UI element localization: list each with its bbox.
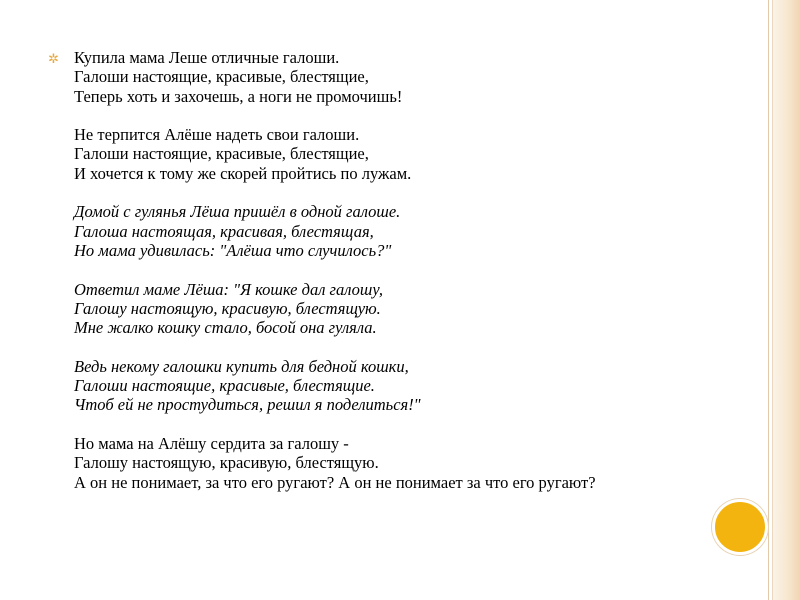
poem-line: Но мама удивилась: "Алёша что случилось?" xyxy=(74,240,392,260)
slide-border-line xyxy=(768,0,769,600)
poem-line: Галошу настоящую, красивую, блестящую. xyxy=(74,298,381,318)
poem-line: Галоши настоящие, красивые, блестящие, xyxy=(74,144,369,164)
poem-line: А он не понимает, за что его ругают? А он не понимает за что его ругают? xyxy=(74,472,596,492)
stanza xyxy=(74,434,704,492)
decorative-circle xyxy=(712,499,768,555)
stanza xyxy=(74,357,704,415)
stanza xyxy=(74,125,704,183)
poem-line: Галоша настоящая, красивая, блестящая, xyxy=(74,221,374,241)
stanza-gap xyxy=(74,260,704,279)
poem-line: Галоши настоящие, красивые, блестящие, xyxy=(74,67,369,87)
poem-line: Купила мама Леше отличные галоши. xyxy=(74,48,340,67)
bullet-icon: ✲ xyxy=(48,51,59,66)
poem-line: Теперь хоть и захочешь, а ноги не промочишь! xyxy=(74,86,403,106)
poem-line: Галоши настоящие, красивые, блестящие. xyxy=(74,376,375,396)
poem-text xyxy=(74,48,704,492)
poem-line: Ведь некому галошки купить для бедной кошки, xyxy=(74,356,409,376)
poem-line: Ответил маме Лёша: "Я кошке дал галошу, xyxy=(74,279,383,299)
stanza xyxy=(74,48,704,106)
poem-line: Чтоб ей не простудиться, решил я поделиться!" xyxy=(74,395,421,415)
poem-line: Домой с гулянья Лёша пришёл в одной галоше. xyxy=(74,202,401,222)
poem-line: И хочется к тому же скорей пройтись по лужам. xyxy=(74,163,412,183)
poem-line: Мне жалко кошку стало, босой она гуляла. xyxy=(74,318,377,338)
poem-line: Не терпится Алёше надеть свои галоши. xyxy=(74,125,360,145)
stanza-gap xyxy=(74,106,704,125)
stanza-gap xyxy=(74,183,704,202)
poem-line: Но мама на Алёшу сердита за галошу - xyxy=(74,433,349,453)
stanza-gap xyxy=(74,337,704,356)
slide-side-strip xyxy=(772,0,800,600)
stanza xyxy=(74,280,704,338)
stanza-gap xyxy=(74,415,704,434)
stanza xyxy=(74,202,704,260)
poem-line: Галошу настоящую, красивую, блестящую. xyxy=(74,453,379,473)
